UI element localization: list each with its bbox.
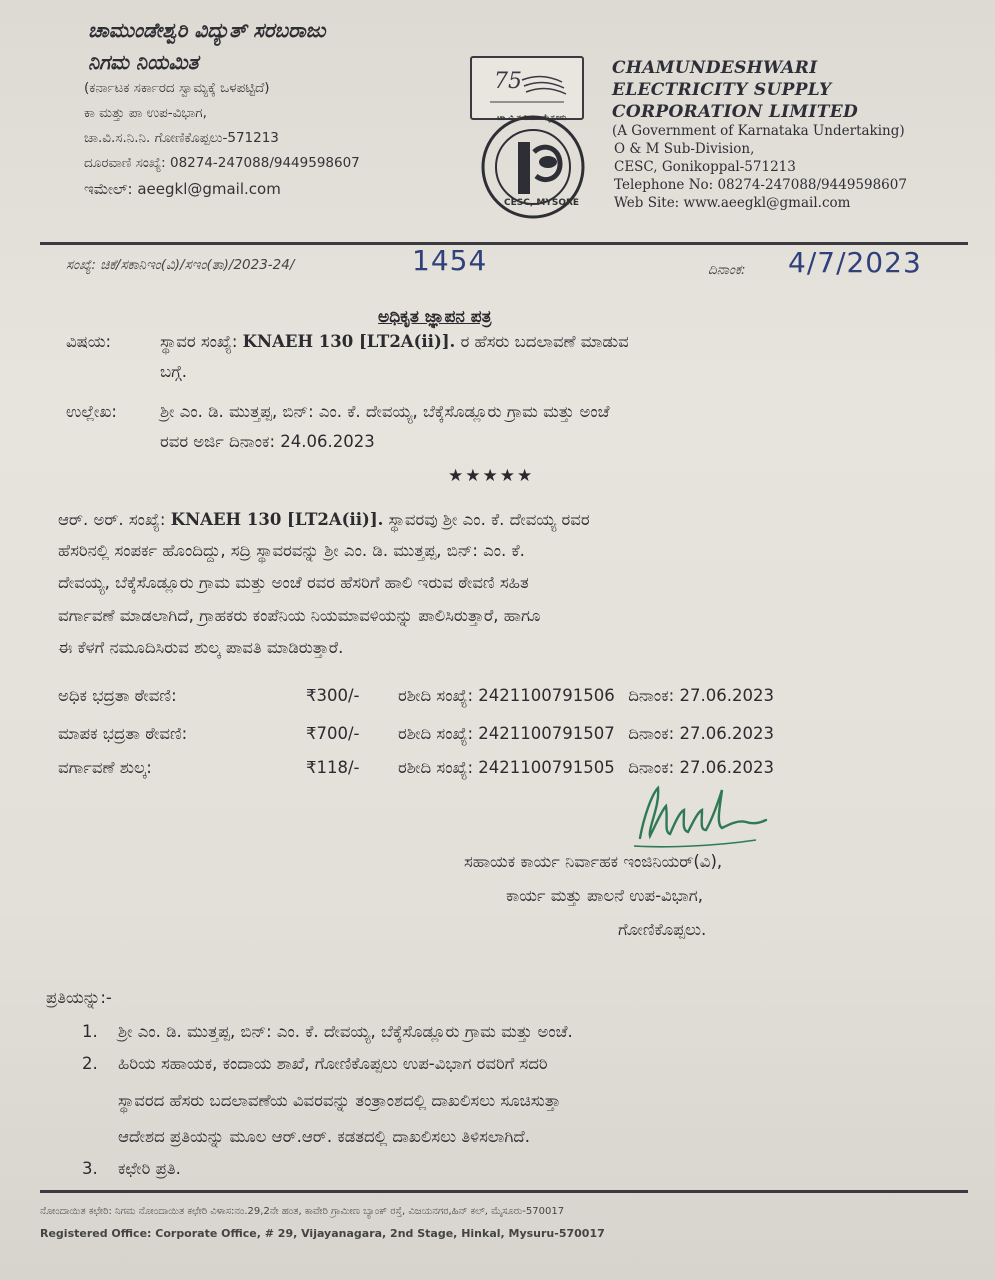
kn-email-line: ಇಮೇಲ್: aeegkl@gmail.com	[84, 180, 281, 198]
handwritten-signature	[626, 776, 776, 856]
date-handwritten: 4/7/2023	[788, 246, 922, 279]
document-title: ಅಧಿಕೃತ ಜ್ಞಾಪನ ಪತ್ರ	[378, 307, 492, 327]
kn-org-name-line1: ಚಾಮುಂಡೇಶ್ವರಿ ವಿದ್ಯುತ್ ಸರಬರಾಜು	[88, 18, 326, 42]
en-place-line: CESC, Gonikoppal-571213	[614, 159, 796, 175]
body-line2: ಹೆಸರಿನಲ್ಲಿ ಸಂಪರ್ಕ ಹೊಂದಿದ್ದು, ಸದ್ರಿ ಸ್ಥಾವರವನ್ನು ಶ್ರೀ ಎಂ. ಡಿ. ಮುತ್ತಪ್ಪ, ಬಿನ್: ಎಂ. ಕೆ.	[58, 541, 525, 560]
en-subdivision-line: O & M Sub-Division,	[614, 141, 755, 157]
signatory-place: ಗೋಣಿಕೊಪ್ಪಲು.	[618, 920, 707, 939]
body-code: KNAEH 130 [LT2A(ii)].	[170, 510, 384, 529]
fee-receipt-label: ರಶೀದಿ ಸಂಖ್ಯೆ:	[398, 758, 474, 777]
fee-date: 27.06.2023	[679, 686, 774, 705]
fee-receipt-label: ರಶೀದಿ ಸಂಖ್ಯೆ:	[398, 686, 474, 705]
fee-row	[58, 686, 774, 706]
copy-item-line: ಕಛೇರಿ ಪ್ರತಿ.	[118, 1159, 181, 1178]
svg-text:75: 75	[494, 69, 522, 94]
fee-date-label: ದಿನಾಂಕ:	[628, 686, 675, 705]
en-govt-line: (A Government of Karnataka Undertaking)	[612, 123, 905, 139]
emblem-top-text: ಚಾ.ವಿ.ಸ.ನಿ.ನಿ. ಮೈಸೂರು	[497, 113, 567, 122]
body-line3: ದೇವಯ್ಯ, ಬೆಕ್ಕೆಸೊಡ್ಲೂರು ಗ್ರಾಮ ಮತ್ತು ಅಂಚೆ ರವರ ಹೆಸರಿಗೆ ಹಾಲಿ ಇರುವ ಠೇವಣಿ ಸಹಿತ	[58, 573, 529, 592]
fee-receipt-label: ರಶೀದಿ ಸಂಖ್ಯೆ:	[398, 724, 474, 743]
copy-item-number: 2.	[82, 1054, 98, 1073]
copy-item-line: ಸ್ಥಾವರದ ಹೆಸರು ಬದಲಾವಣೆಯ ವಿವರವನ್ನು ತಂತ್ರಾಂಶದಲ್ಲಿ ದಾಖಲಿಸಲು ಸೂಚಿಸುತ್ತಾ	[118, 1091, 561, 1110]
emblem-bottom-text: CESC, MYSORE	[504, 198, 580, 208]
fee-row	[58, 758, 774, 778]
cesc-emblem	[478, 112, 588, 226]
kn-phone-line: ದೂರವಾಣಿ ಸಂಖ್ಯೆ: 08274-247088/9449598607	[84, 155, 360, 171]
en-phone-line: Telephone No: 08274-247088/9449598607	[614, 177, 907, 193]
copy-item-line: ಶ್ರೀ ಎಂ. ಡಿ. ಮುತ್ತಪ್ಪ, ಬಿನ್: ಎಂ. ಕೆ. ದೇವಯ್ಯ, ಬೆಕ್ಕೆಸೊಡ್ಲೂರು ಗ್ರಾಮ ಮತ್ತು ಅಂಚೆ.	[118, 1022, 573, 1041]
fee-amount: ₹118/-	[306, 758, 360, 777]
en-org-name-line1: CHAMUNDESHWARI	[612, 58, 818, 78]
footer-divider	[40, 1190, 968, 1193]
subject-suffix: ರ ಹೆಸರು ಬದಲಾವಣೆ ಮಾಡುವ	[460, 332, 629, 351]
subject-label: ವಿಷಯ:	[66, 332, 112, 351]
fee-receipt-number: 2421100791505	[478, 758, 615, 777]
anniversary-logo	[470, 56, 584, 120]
fee-amount: ₹700/-	[306, 724, 360, 743]
copy-item-number: 1.	[82, 1022, 98, 1041]
subject-code: KNAEH 130 [LT2A(ii)].	[242, 332, 456, 351]
anniversary-logo-icon	[472, 58, 582, 118]
fee-date: 27.06.2023	[679, 724, 774, 743]
fee-row	[58, 724, 774, 744]
reference-note-label: ಉಲ್ಲೇಖ:	[66, 402, 117, 421]
header-divider	[40, 242, 968, 245]
fee-date-label: ದಿನಾಂಕ:	[628, 724, 675, 743]
copy-item-line: ಆದೇಶದ ಪ್ರತಿಯನ್ನು ಮೂಲ ಆರ್.ಆರ್. ಕಡತದಲ್ಲಿ ದಾಖಲಿಸಲು ತಿಳಿಸಲಾಗಿದೆ.	[118, 1127, 530, 1146]
reference-number-handwritten: 1454	[412, 244, 488, 277]
separator-stars: ★★★★★	[448, 466, 535, 486]
copies-label: ಪ್ರತಿಯನ್ನು:-	[46, 988, 112, 1007]
en-org-name-line3: CORPORATION LIMITED	[612, 102, 859, 122]
fee-label: ವರ್ಗಾವಣೆ ಶುಲ್ಕ:	[58, 758, 152, 777]
fee-label: ಅಧಿಕ ಭದ್ರತಾ ಠೇವಣಿ:	[58, 686, 177, 705]
fee-date-label: ದಿನಾಂಕ:	[628, 758, 675, 777]
body-line1	[58, 504, 590, 535]
body-line1-prefix: ಆರ್. ಅರ್. ಸಂಖ್ಯೆ:	[58, 510, 166, 529]
fee-receipt-number: 2421100791507	[478, 724, 615, 743]
en-web-line: Web Site: www.aeegkl@gmail.com	[614, 195, 851, 211]
copy-item-number: 3.	[82, 1159, 98, 1178]
body-line5: ಈ ಕೆಳಗೆ ನಮೂದಿಸಿರುವ ಶುಲ್ಕ ಪಾವತಿ ಮಾಡಿರುತ್ತಾರೆ.	[58, 638, 344, 657]
subject-prefix: ಸ್ಥಾವರ ಸಂಖ್ಯೆ:	[160, 332, 238, 351]
fee-date: 27.06.2023	[679, 758, 774, 777]
subject-line2: ಬಗ್ಗೆ.	[160, 362, 187, 381]
signatory-office: ಕಾರ್ಯ ಮತ್ತು ಪಾಲನೆ ಉಪ-ವಿಭಾಗ,	[506, 886, 703, 905]
en-org-name-line2: ELECTRICITY SUPPLY	[612, 80, 832, 100]
copy-item-line: ಹಿರಿಯ ಸಹಾಯಕ, ಕಂದಾಯ ಶಾಖೆ, ಗೋಣಿಕೊಪ್ಪಲು ಉಪ-ವಿಭಾಗ ರವರಿಗೆ ಸದರಿ	[118, 1054, 548, 1073]
kn-org-name-line2: ನಿಗಮ ನಿಯಮಿತ	[88, 50, 199, 74]
subject-line1	[160, 326, 629, 357]
fee-label: ಮಾಪಕ ಭದ್ರತಾ ಠೇವಣಿ:	[58, 724, 188, 743]
body-line1-suffix: ಸ್ಥಾವರವು ಶ್ರೀ ಎಂ. ಕೆ. ದೇವಯ್ಯ ರವರ	[388, 510, 590, 529]
signatory-designation: ಸಹಾಯಕ ಕಾರ್ಯ ನಿರ್ವಾಹಕ ಇಂಜಿನಿಯರ್(ವಿ),	[464, 852, 723, 871]
footer-kannada: ನೋಂದಾಯಿತ ಕಛೇರಿ: ನಿಗಮ ನೋಂದಾಯಿತ ಕಛೇರಿ ವಿಳಾಸ:ನಂ.29,2ನೇ ಹಂತ, ಕಾವೇರಿ ಗ್ರಾಮೀಣ ಬ್ಯಾಂಕ್ ರಸ್ತೆ, ವಿಜಯನಗರ,ಹಿನ್ ಕಲ್, ಮೈಸೂರು-570017	[40, 1206, 565, 1217]
reference-label: ಸಂಖ್ಯೆ: ಚಿಕೆ/ಸಕಾನಿಇಂ(ವಿ)/ಸಇಂ(ತಾ)/2023-24/	[66, 257, 295, 273]
body-line4: ವರ್ಗಾವಣೆ ಮಾಡಲಾಗಿದೆ, ಗ್ರಾಹಕರು ಕಂಪೆನಿಯ ನಿಯಮಾವಳಿಯನ್ನು ಪಾಲಿಸಿರುತ್ತಾರೆ, ಹಾಗೂ	[58, 606, 541, 625]
footer-english: Registered Office: Corporate Office, # 29, Vijayanagara, 2nd Stage, Hinkal, Mysuru-570017	[40, 1227, 605, 1240]
kn-subdivision-line: ಕಾ ಮತ್ತು ಪಾ ಉಪ-ವಿಭಾಗ,	[84, 105, 207, 121]
kn-place-line: ಚಾ.ವಿ.ಸ.ನಿ.ನಿ. ಗೋಣಿಕೊಪ್ಪಲು-571213	[84, 130, 279, 146]
date-label: ದಿನಾಂಕ:	[708, 262, 746, 278]
fee-amount: ₹300/-	[306, 686, 360, 705]
fee-receipt-number: 2421100791506	[478, 686, 615, 705]
reference-note-line1: ಶ್ರೀ ಎಂ. ಡಿ. ಮುತ್ತಪ್ಪ, ಬಿನ್: ಎಂ. ಕೆ. ದೇವಯ್ಯ, ಬೆಕ್ಕೆಸೊಡ್ಲೂರು ಗ್ರಾಮ ಮತ್ತು ಅಂಚೆ	[160, 402, 610, 421]
kn-govt-line: (ಕರ್ನಾಟಕ ಸರ್ಕಾರದ ಸ್ವಾಮ್ಯಕ್ಕೆ ಒಳಪಟ್ಟಿದೆ)	[84, 80, 270, 96]
reference-note-line2: ರವರ ಅರ್ಜಿ ದಿನಾಂಕ: 24.06.2023	[160, 432, 375, 451]
